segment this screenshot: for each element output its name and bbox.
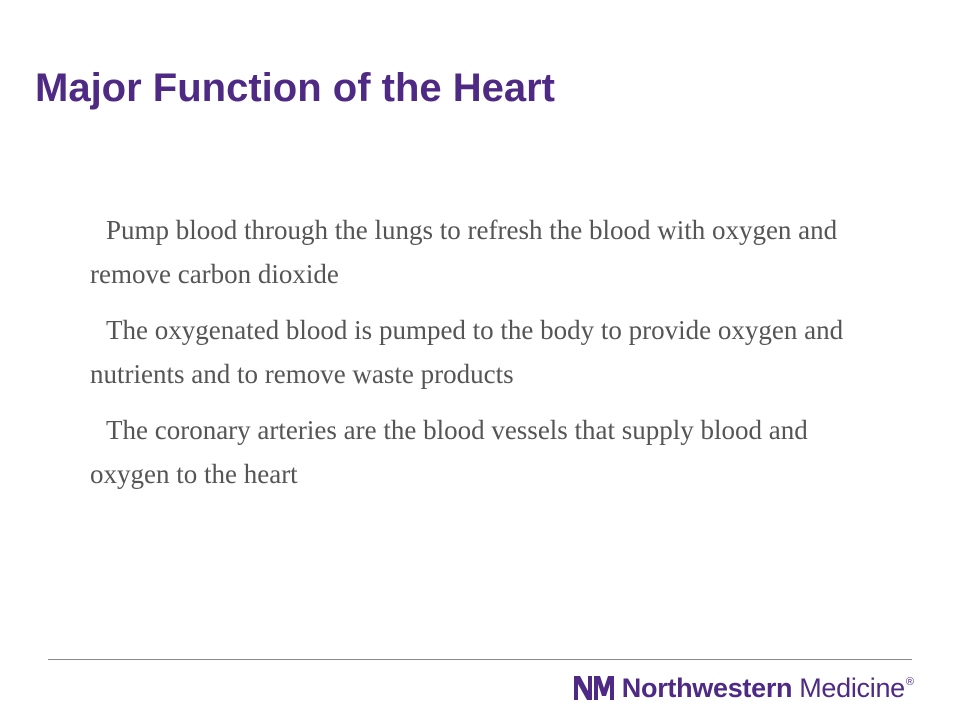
logo-sub: Medicine	[799, 672, 905, 703]
footer-divider	[48, 659, 912, 660]
bullet-list	[90, 208, 880, 508]
nm-monogram-icon	[573, 675, 615, 701]
slide-title: Major Function of the Heart	[35, 66, 555, 110]
logo-name: Northwestern	[621, 672, 793, 703]
bullet-item: Pump blood through the lungs to refresh the blood with oxygen and remove carbon dioxide	[90, 215, 838, 289]
northwestern-medicine-logo	[573, 670, 914, 706]
bullet-item: The oxygenated blood is pumped to the body to provide oxygen and nutrients and to remove waste products	[90, 315, 844, 389]
bullet-item: The coronary arteries are the blood vessels that supply blood and oxygen to the heart	[90, 415, 808, 489]
registered-mark: ®	[905, 676, 914, 688]
